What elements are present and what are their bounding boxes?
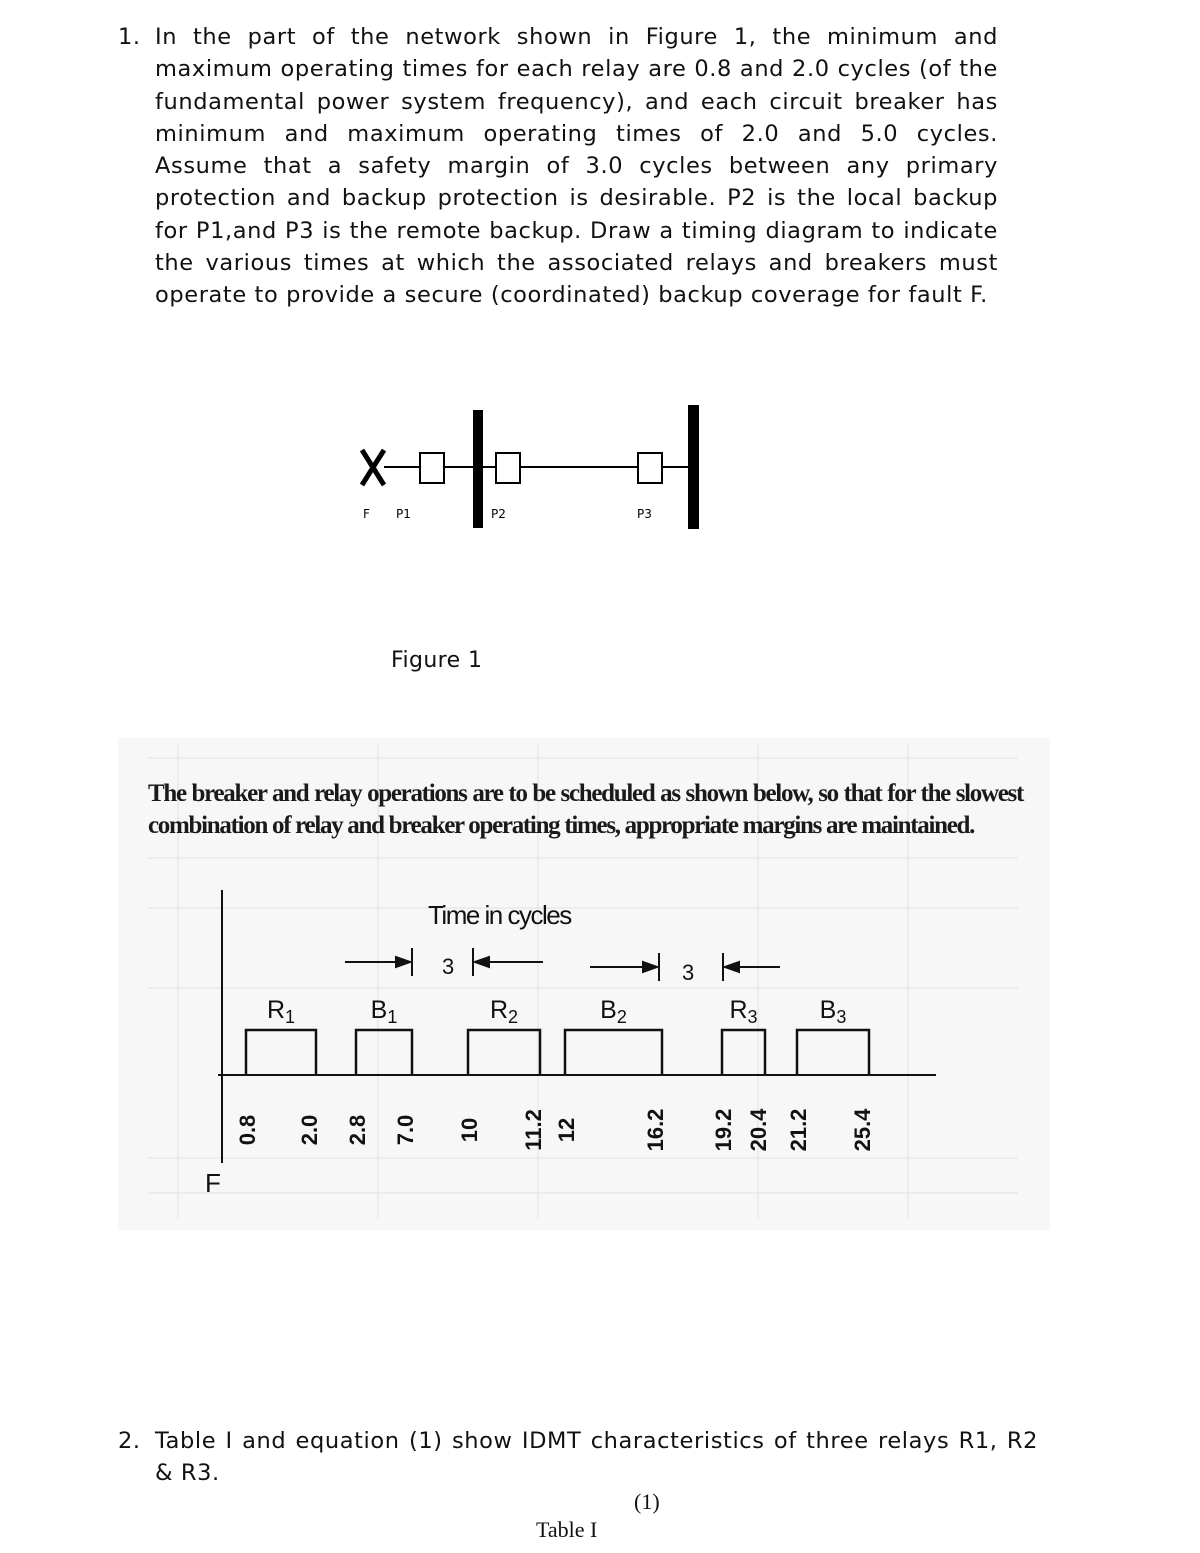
time-axis-title: Time in cycles <box>428 900 571 930</box>
question-text: In the part of the network shown in Figure 1, the minimum and maximum operating times for each relay are 0.8 and 2.0 cycles (of the fundamental power system frequency), and each circuit breaker has minimum and maximum operating times of 2.0 and 5.0 cycles. Assume that a safety margin of 3.0 cycles between any primary protection and backup protection is desirable. P2 is the local backup for P1,and P3 is the remote backup. Draw a timing diagram to indicate the various times at which the associated relays and breakers must operate to provide a secure (coordinated) backup coverage for fault F. <box>155 24 998 309</box>
solution-scan <box>118 738 1050 1230</box>
table-title: Table I <box>536 1517 598 1542</box>
timing-block-b1 <box>356 1030 412 1075</box>
bus-1 <box>473 410 483 528</box>
network-figure <box>340 405 720 540</box>
tick-label: 0.8 <box>235 1114 260 1146</box>
p3-label: P3 <box>637 507 652 521</box>
breaker-p2 <box>496 453 520 483</box>
question-text: Table I and equation (1) show IDMT characteristics of three relays R1, R2 & R3. <box>155 1428 1038 1487</box>
bus-2 <box>688 405 699 529</box>
equation-number: (1) <box>634 1489 660 1514</box>
question-1 <box>118 21 998 312</box>
breaker-p1 <box>420 453 444 483</box>
question-number: 2. <box>118 1428 141 1454</box>
timing-block-r3 <box>722 1030 765 1075</box>
network-diagram <box>340 405 720 540</box>
p2-label: P2 <box>491 507 506 521</box>
question-2 <box>118 1425 1038 1490</box>
fault-label: F <box>363 507 370 521</box>
timing-block-label: $B_1$ <box>370 996 398 1027</box>
tick-label: 16.2 <box>643 1108 668 1152</box>
margin-label-2: 3 <box>682 960 695 985</box>
timing-block-r2 <box>468 1030 540 1075</box>
tick-label: 19.2 <box>711 1108 736 1152</box>
figure-caption: Figure 1 <box>391 648 483 673</box>
timing-block-b2 <box>565 1030 662 1075</box>
tick-label: 11.2 <box>521 1109 546 1151</box>
p1-label: P1 <box>396 507 411 521</box>
fault-time-label: F <box>205 1168 221 1198</box>
tick-label: 10 <box>457 1117 482 1143</box>
timing-block-label: $R_1$ <box>266 996 296 1027</box>
margin-label-1: 3 <box>442 954 455 979</box>
timing-block-label: $R_3$ <box>729 996 758 1027</box>
question-number: 1. <box>118 24 141 50</box>
breaker-p3 <box>638 453 662 483</box>
tick-label: 2.0 <box>297 1114 322 1146</box>
timing-block-label: $R_2$ <box>489 996 519 1027</box>
tick-label: 20.4 <box>746 1108 771 1152</box>
tick-label: 7.0 <box>393 1114 418 1146</box>
tick-label: 2.8 <box>345 1114 370 1146</box>
solution-text: The breaker and relay operations are to be scheduled as shown below, so that for the slowest combination of relay and breaker operating times, appropriate margins are maintained. <box>148 780 1023 839</box>
timing-block-label: $B_2$ <box>600 996 627 1027</box>
timing-block-label: $B_3$ <box>819 996 847 1027</box>
timing-block-b3 <box>797 1030 869 1075</box>
tick-label: 12 <box>554 1117 579 1143</box>
tick-label: 25.4 <box>850 1108 875 1152</box>
tick-label: 21.2 <box>786 1108 811 1152</box>
timing-block-r1 <box>246 1030 316 1075</box>
